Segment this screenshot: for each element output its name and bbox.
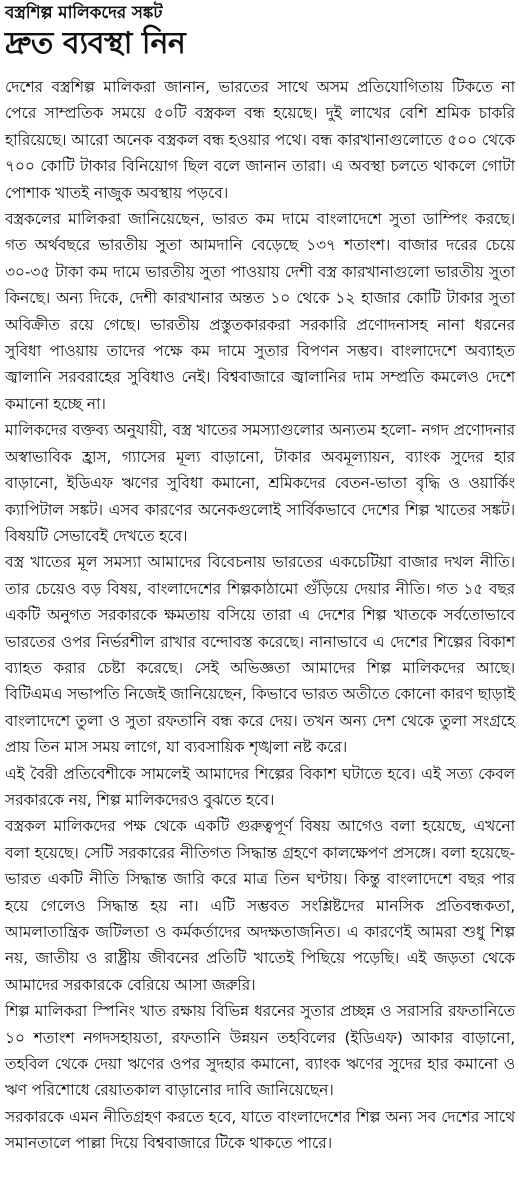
- paragraph-2: বস্ত্রকলের মালিকরা জানিয়েছেন, ভারত কম দামে বাংলাদেশে সুতা ডাম্পিং করছে। গত অর্থবছরে ভারতীয় সুতা আমদানি বেড়েছে ১৩৭ শতাংশ। বাজার দরের চেয়ে ৩০-৩৫ টাকা কম দামে ভারতীয় সুতা পাওয়ায় দেশী বস্ত্র কারখানাগুলো ভারতীয় সুতা কিনছে। অন্য দিকে, দেশী কারখানার অন্তত ১০ থেকে ১২ হাজার কোটি টাকার সুতা অবিক্রীত রয়ে গেছে। ভারতীয় প্রস্তুতকারকরা সরকারি প্রণোদনাসহ নানা ধরনের সুবিধা পাওয়ায় তাদের পক্ষে কম দামে সুতার বিপণন সম্ভব। বাংলাদেশে অব্যাহত জ্বালানি সরবরাহের সুবিধাও নেই। বিশ্ববাজারে জ্বালানির দাম সম্প্রতি কমলেও দেশে কমানো হচ্ছে না।: [5, 210, 515, 413]
- article-headline: দ্রুত ব্যবস্থা নিন: [5, 26, 186, 61]
- paragraph-6: বস্ত্রকল মালিকদের পক্ষ থেকে একটি গুরুত্বপূর্ণ বিষয় আগেও বলা হয়েছে, এখনো বলা হয়েছে। সেটি সরকারের নীতিগত সিদ্ধান্ত গ্রহণে কালক্ষেপণ প্রসঙ্গে। বলা হয়েছে- ভারত একটি নীতি সিদ্ধান্ত জারি করে মাত্র তিন ঘণ্টায়। কিন্তু বাংলাদেশে বছর পার হয়ে গেলেও সিদ্ধান্ত হয় না। এটি সম্ভবত সংশ্লিষ্টদের মানসিক প্রতিবন্ধকতা, আমলাতান্ত্রিক জটিলতা ও কর্মকর্তাদের অদক্ষতাজনিত। এ কারণেই আমরা শুধু শিল্প নয়, জাতীয় ও রাষ্ট্রীয় জীবনের প্রতিটি খাতেই পিছিয়ে পড়েছি। এই জড়তা থেকে আমাদের সরকারকে বেরিয়ে আসা জরুরি।: [5, 817, 515, 994]
- paragraph-3: মালিকদের বক্তব্য অনুযায়ী, বস্ত্র খাতের সমস্যাগুলোর অন্যতম হলো- নগদ প্রণোদনার অস্বাভাবিক হ্রাস, গ্যাসের মূল্য বাড়ানো, টাকার অবমূল্যায়ন, ব্যাংক সুদের হার বাড়ানো, ইডিএফ ঋণের সুবিধা কমানো, শ্রমিকদের বেতন-ভাতা বৃদ্ধি ও ওয়ার্কিং ক্যাপিটাল সঙ্কট। এসব কারণের অনেকগুলোই সার্বিকভাবে দেশের শিল্প খাতের সঙ্কট। বিষয়টি সেভাবেই দেখতে হবে।: [5, 421, 515, 545]
- article-kicker: বস্ত্রশিল্প মালিকদের সঙ্কট: [5, 3, 163, 23]
- paragraph-5: এই বৈরী প্রতিবেশীকে সামলেই আমাদের শিল্পের বিকাশ ঘটাতে হবে। এই সত্য কেবল সরকারকে নয়, শিল্প মালিকদেরও বুঝতে হবে।: [5, 764, 515, 809]
- paragraph-8: সরকারকে এমন নীতিগ্রহণ করতে হবে, যাতে বাংলাদেশের শিল্প অন্য সব দেশের সাথে সমানতালে পাল্লা দিয়ে বিশ্ববাজারে টিকে থাকতে পারে।: [5, 1107, 515, 1153]
- article-body: [5, 74, 515, 1157]
- paragraph-7: শিল্প মালিকরা স্পিনিং খাত রক্ষায় বিভিন্ন ধরনের সুতার প্রচ্ছন্ন ও সরাসরি রফতানিতে ১০ শতাংশ নগদসহায়তা, রফতানি উন্নয়ন তহবিলের (ইডিএফ) আকার বাড়ানো, তহবিল থেকে দেয়া ঋণের ওপর সুদহার কমানো, ব্যাংক ঋণের সুদের হার কমানো ও ঋণ পরিশোধে রেয়াতকাল বাড়ানোর দাবি জানিয়েছেন।: [5, 1002, 515, 1100]
- paragraph-4: বস্ত্র খাতের মূল সমস্যা আমাদের বিবেচনায় ভারতের একচেটিয়া বাজার দখল নীতি। তার চেয়েও বড় বিষয়, বাংলাদেশের শিল্পকাঠামো গুঁড়িয়ে দেয়ার নীতি। গত ১৫ বছর একটি অনুগত সরকারকে ক্ষমতায় বসিয়ে তারা এ দেশের শিল্প খাতকে সর্বতোভাবে ভারতের ওপর নির্ভরশীল রাখার বন্দোবস্ত করেছে। নানাভাবে এ দেশের শিল্পের বিকাশ ব্যাহত করার চেষ্টা করেছে। সেই অভিজ্ঞতা আমাদের শিল্প মালিকদের আছে। বিটিএমএ সভাপতি নিজেই জানিয়েছেন, কিভাবে ভারত অতীতে কোনো কারণ ছাড়াই বাংলাদেশে তুলা ও সুতা রফতানি বন্ধ করে দেয়। তখন অন্য দেশ থেকে তুলা সংগ্রহে প্রায় তিন মাস সময় লাগে, যা ব্যবসায়িক শৃঙ্খলা নষ্ট করে।: [5, 553, 515, 757]
- paragraph-1: দেশের বস্ত্রশিল্প মালিকরা জানান, ভারতের সাথে অসম প্রতিযোগিতায় টিকতে না পেরে সাম্প্রতিক সময়ে ৫০টি বস্ত্রকল বন্ধ হয়েছে। দুই লাখের বেশি শ্রমিক চাকরি হারিয়েছে। আরো অনেক বস্ত্রকল বন্ধ হওয়ার পথে। বন্ধ কারখানাগুলোতে ৫০০ থেকে ৭০০ কোটি টাকার বিনিয়োগ ছিল বলে জানান তারা। এ অবস্থা চলতে থাকলে গোটা পোশাক খাতই নাজুক অবস্থায় পড়বে।: [5, 78, 515, 202]
